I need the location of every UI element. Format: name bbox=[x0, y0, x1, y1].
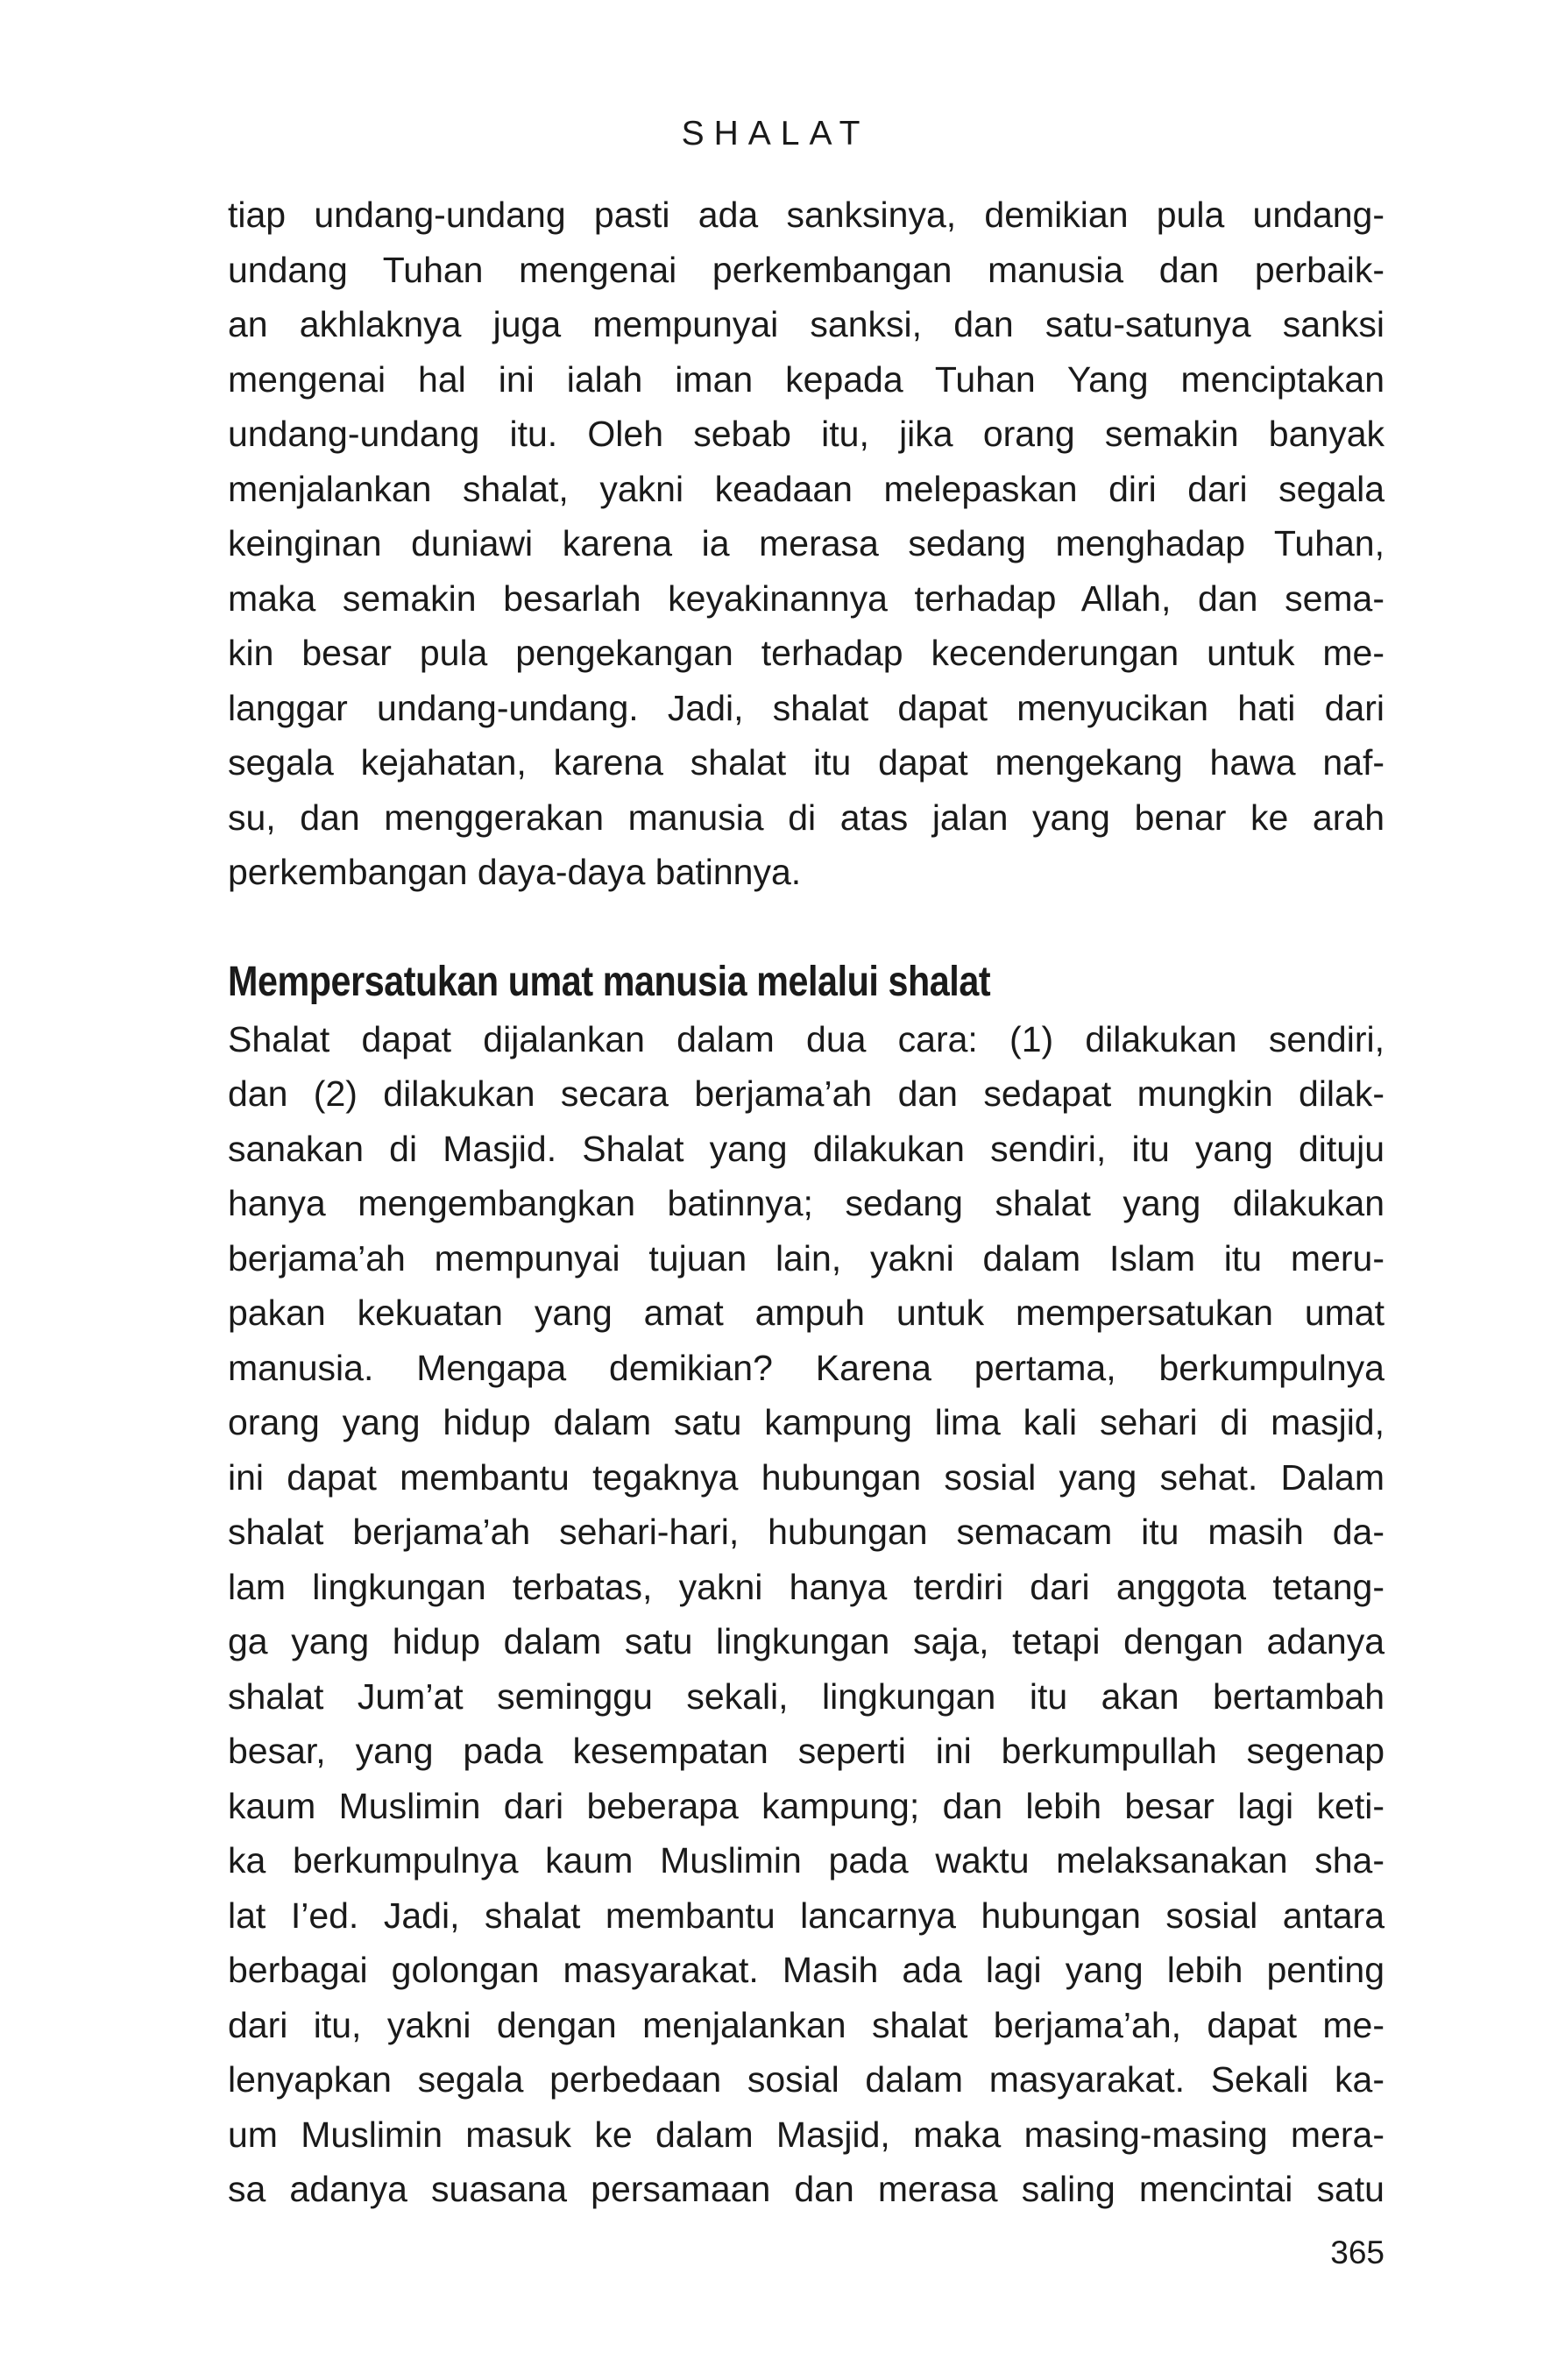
text-line: um Muslimin masuk ke dalam Masjid, maka masing-masing mera- bbox=[228, 2114, 1385, 2155]
running-head: SHALAT bbox=[681, 115, 870, 152]
text-line: lenyapkan segala perbedaan sosial dalam masyarakat. Sekali ka- bbox=[228, 2059, 1385, 2100]
text-line: tiap undang-undang pasti ada sanksinya, demikian pula undang- bbox=[228, 195, 1385, 235]
text-line: ga yang hidup dalam satu lingkungan saja, tetapi dengan adanya bbox=[228, 1621, 1385, 1661]
text-line: sanakan di Masjid. Shalat yang dilakukan sendiri, itu yang dituju bbox=[228, 1128, 1385, 1169]
text-line: maka semakin besarlah keyakinannya terhadap Allah, dan sema- bbox=[228, 577, 1385, 619]
page-number: 365 bbox=[1330, 2235, 1385, 2270]
text-line: menjalankan shalat, yakni keadaan melepaskan diri dari segala bbox=[228, 468, 1385, 509]
text-line: undang Tuhan mengenai perkembangan manusia dan perbaik- bbox=[228, 249, 1385, 290]
text-line: orang yang hidup dalam satu kampung lima kali sehari di masjid, bbox=[228, 1402, 1385, 1442]
text-line: keinginan duniawi karena ia merasa sedang menghadap Tuhan, bbox=[228, 523, 1385, 563]
page-body bbox=[228, 188, 1385, 2217]
text-line: besar, yang pada kesempatan seperti ini berkumpullah segenap bbox=[228, 1731, 1385, 1771]
text-line: shalat Jum’at seminggu sekali, lingkungan itu akan bertambah bbox=[228, 1675, 1385, 1717]
text-line: langgar undang-undang. Jadi, shalat dapat menyucikan hati dari bbox=[228, 687, 1385, 728]
text-line: lam lingkungan terbatas, yakni hanya terdiri dari anggota tetang- bbox=[228, 1566, 1385, 1607]
text-line: undang-undang itu. Oleh sebab itu, jika orang semakin banyak bbox=[228, 414, 1385, 454]
text-line: kin besar pula pengekangan terhadap kecenderungan untuk me- bbox=[228, 633, 1385, 673]
text-line: mengenai hal ini ialah iman kepada Tuhan Yang menciptakan bbox=[228, 358, 1385, 400]
text-line: pakan kekuatan yang amat ampuh untuk mempersatukan umat bbox=[228, 1293, 1385, 1333]
text-line: hanya mengembangkan batinnya; sedang shalat yang dilakukan bbox=[228, 1183, 1385, 1223]
text-line: segala kejahatan, karena shalat itu dapat mengekang hawa naf- bbox=[228, 742, 1385, 783]
text-line: ka berkumpulnya kaum Muslimin pada waktu melaksanakan sha- bbox=[228, 1840, 1385, 1881]
text-line: lat I’ed. Jadi, shalat membantu lancarnya hubungan sosial antara bbox=[228, 1895, 1385, 1936]
text-line: perkembangan daya-daya batinnya. bbox=[228, 852, 802, 892]
paragraph-2 bbox=[228, 1012, 1385, 2217]
text-line: berjama’ah mempunyai tujuan lain, yakni dalam Islam itu meru- bbox=[228, 1237, 1385, 1279]
text-line: dari itu, yakni dengan menjalankan shalat berjama’ah, dapat me- bbox=[228, 2004, 1385, 2045]
text-line: an akhlaknya juga mempunyai sanksi, dan satu-satunya sanksi bbox=[228, 304, 1385, 344]
text-line: sa adanya suasana persamaan dan merasa saling mencintai satu bbox=[228, 2169, 1385, 2209]
paragraph-1 bbox=[228, 188, 1385, 900]
text-line: dan (2) dilakukan secara berjama’ah dan sedapat mungkin dilak- bbox=[228, 1073, 1385, 1114]
text-line: shalat berjama’ah sehari-hari, hubungan semacam itu masih da- bbox=[228, 1512, 1385, 1552]
text-line: berbagai golongan masyarakat. Masih ada lagi yang lebih penting bbox=[228, 1950, 1385, 1990]
section-heading: Mempersatukan umat manusia melalui shalat bbox=[228, 958, 991, 1005]
text-line: ini dapat membantu tegaknya hubungan sosial yang sehat. Dalam bbox=[228, 1456, 1385, 1498]
text-line: Shalat dapat dijalankan dalam dua cara: (1) dilakukan sendiri, bbox=[228, 1018, 1385, 1059]
text-line: su, dan menggerakan manusia di atas jalan yang benar ke arah bbox=[228, 797, 1385, 838]
text-line: kaum Muslimin dari beberapa kampung; dan lebih besar lagi keti- bbox=[228, 1785, 1385, 1826]
text-line: manusia. Mengapa demikian? Karena pertama, berkumpulnya bbox=[228, 1347, 1385, 1388]
